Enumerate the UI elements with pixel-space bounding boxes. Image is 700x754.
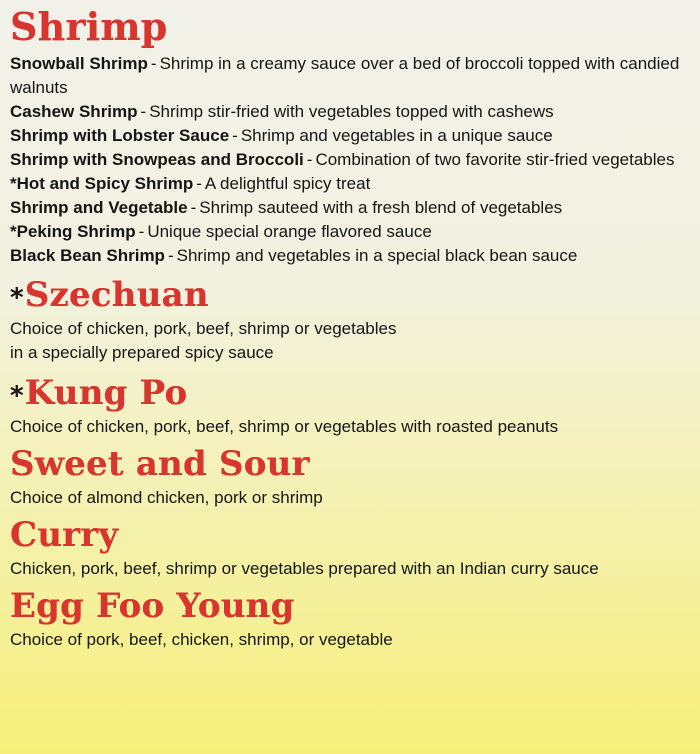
- sweet-and-sour-title: Sweet and Sour: [10, 444, 310, 484]
- item-separator: -: [196, 174, 202, 193]
- shrimp-items: [10, 52, 690, 268]
- item-description: Shrimp stir-fried with vegetables topped with cashews: [149, 102, 554, 121]
- menu-item: [10, 52, 690, 100]
- item-description: Unique special orange flavored sauce: [147, 222, 432, 241]
- szechuan-title-text: Szechuan: [24, 275, 209, 315]
- section-spacer: [10, 365, 690, 372]
- szechuan-description-line1: Choice of chicken, pork, beef, shrimp or vegetables: [10, 319, 397, 338]
- szechuan-section: [10, 274, 690, 365]
- curry-section: [10, 514, 690, 581]
- menu-item: [10, 244, 690, 268]
- sweet-and-sour-section: [10, 443, 690, 510]
- egg-foo-young-section: [10, 585, 690, 652]
- egg-foo-young-title: Egg Foo Young: [10, 586, 295, 626]
- spicy-marker: *: [10, 381, 24, 411]
- item-name: Snowball Shrimp: [10, 54, 148, 73]
- menu-item: [10, 124, 690, 148]
- menu-item: [10, 100, 690, 124]
- item-name: Shrimp with Lobster Sauce: [10, 126, 230, 145]
- item-separator: -: [190, 198, 197, 217]
- shrimp-title: Shrimp: [10, 4, 168, 49]
- item-description: Shrimp sauteed with a fresh blend of vegetables: [199, 198, 563, 217]
- item-name: *Peking Shrimp: [10, 222, 136, 241]
- spicy-marker: *: [10, 283, 24, 313]
- menu-item: [10, 172, 690, 196]
- menu-item: [10, 148, 690, 172]
- item-separator: -: [138, 222, 145, 241]
- item-separator: -: [306, 150, 313, 169]
- curry-title: Curry: [10, 515, 119, 555]
- menu-item: [10, 196, 690, 220]
- menu-item: [10, 220, 690, 244]
- egg-foo-young-description: Choice of pork, beef, chicken, shrimp, or vegetable: [10, 630, 393, 649]
- item-description: Shrimp in a creamy sauce over a bed of broccoli topped with candied walnuts: [10, 54, 680, 97]
- item-separator: -: [150, 54, 157, 73]
- item-name: *Hot and Spicy Shrimp: [10, 174, 194, 193]
- item-separator: -: [167, 246, 174, 265]
- kung-po-title-text: Kung Po: [24, 373, 188, 413]
- item-name: Black Bean Shrimp: [10, 246, 165, 265]
- item-separator: -: [140, 102, 147, 121]
- szechuan-title: [10, 274, 690, 317]
- curry-description: Chicken, pork, beef, shrimp or vegetables prepared with an Indian curry sauce: [10, 559, 599, 578]
- item-description: Shrimp and vegetables in a unique sauce: [240, 126, 553, 145]
- item-name: Shrimp and Vegetable: [10, 198, 188, 217]
- item-description: Shrimp and vegetables in a special black bean sauce: [176, 246, 578, 265]
- item-description: Combination of two favorite stir-fried vegetables: [315, 150, 675, 169]
- kung-po-title: [10, 372, 690, 415]
- szechuan-description-line2: in a specially prepared spicy sauce: [10, 343, 274, 362]
- sweet-and-sour-description: Choice of almond chicken, pork or shrimp: [10, 488, 323, 507]
- item-name: Cashew Shrimp: [10, 102, 138, 121]
- item-description: A delightful spicy treat: [204, 174, 371, 193]
- item-name: Shrimp with Snowpeas and Broccoli: [10, 150, 304, 169]
- kung-po-description: Choice of chicken, pork, beef, shrimp or vegetables with roasted peanuts: [10, 417, 559, 436]
- item-separator: -: [232, 126, 238, 145]
- kung-po-section: [10, 372, 690, 439]
- shrimp-section: [10, 2, 690, 268]
